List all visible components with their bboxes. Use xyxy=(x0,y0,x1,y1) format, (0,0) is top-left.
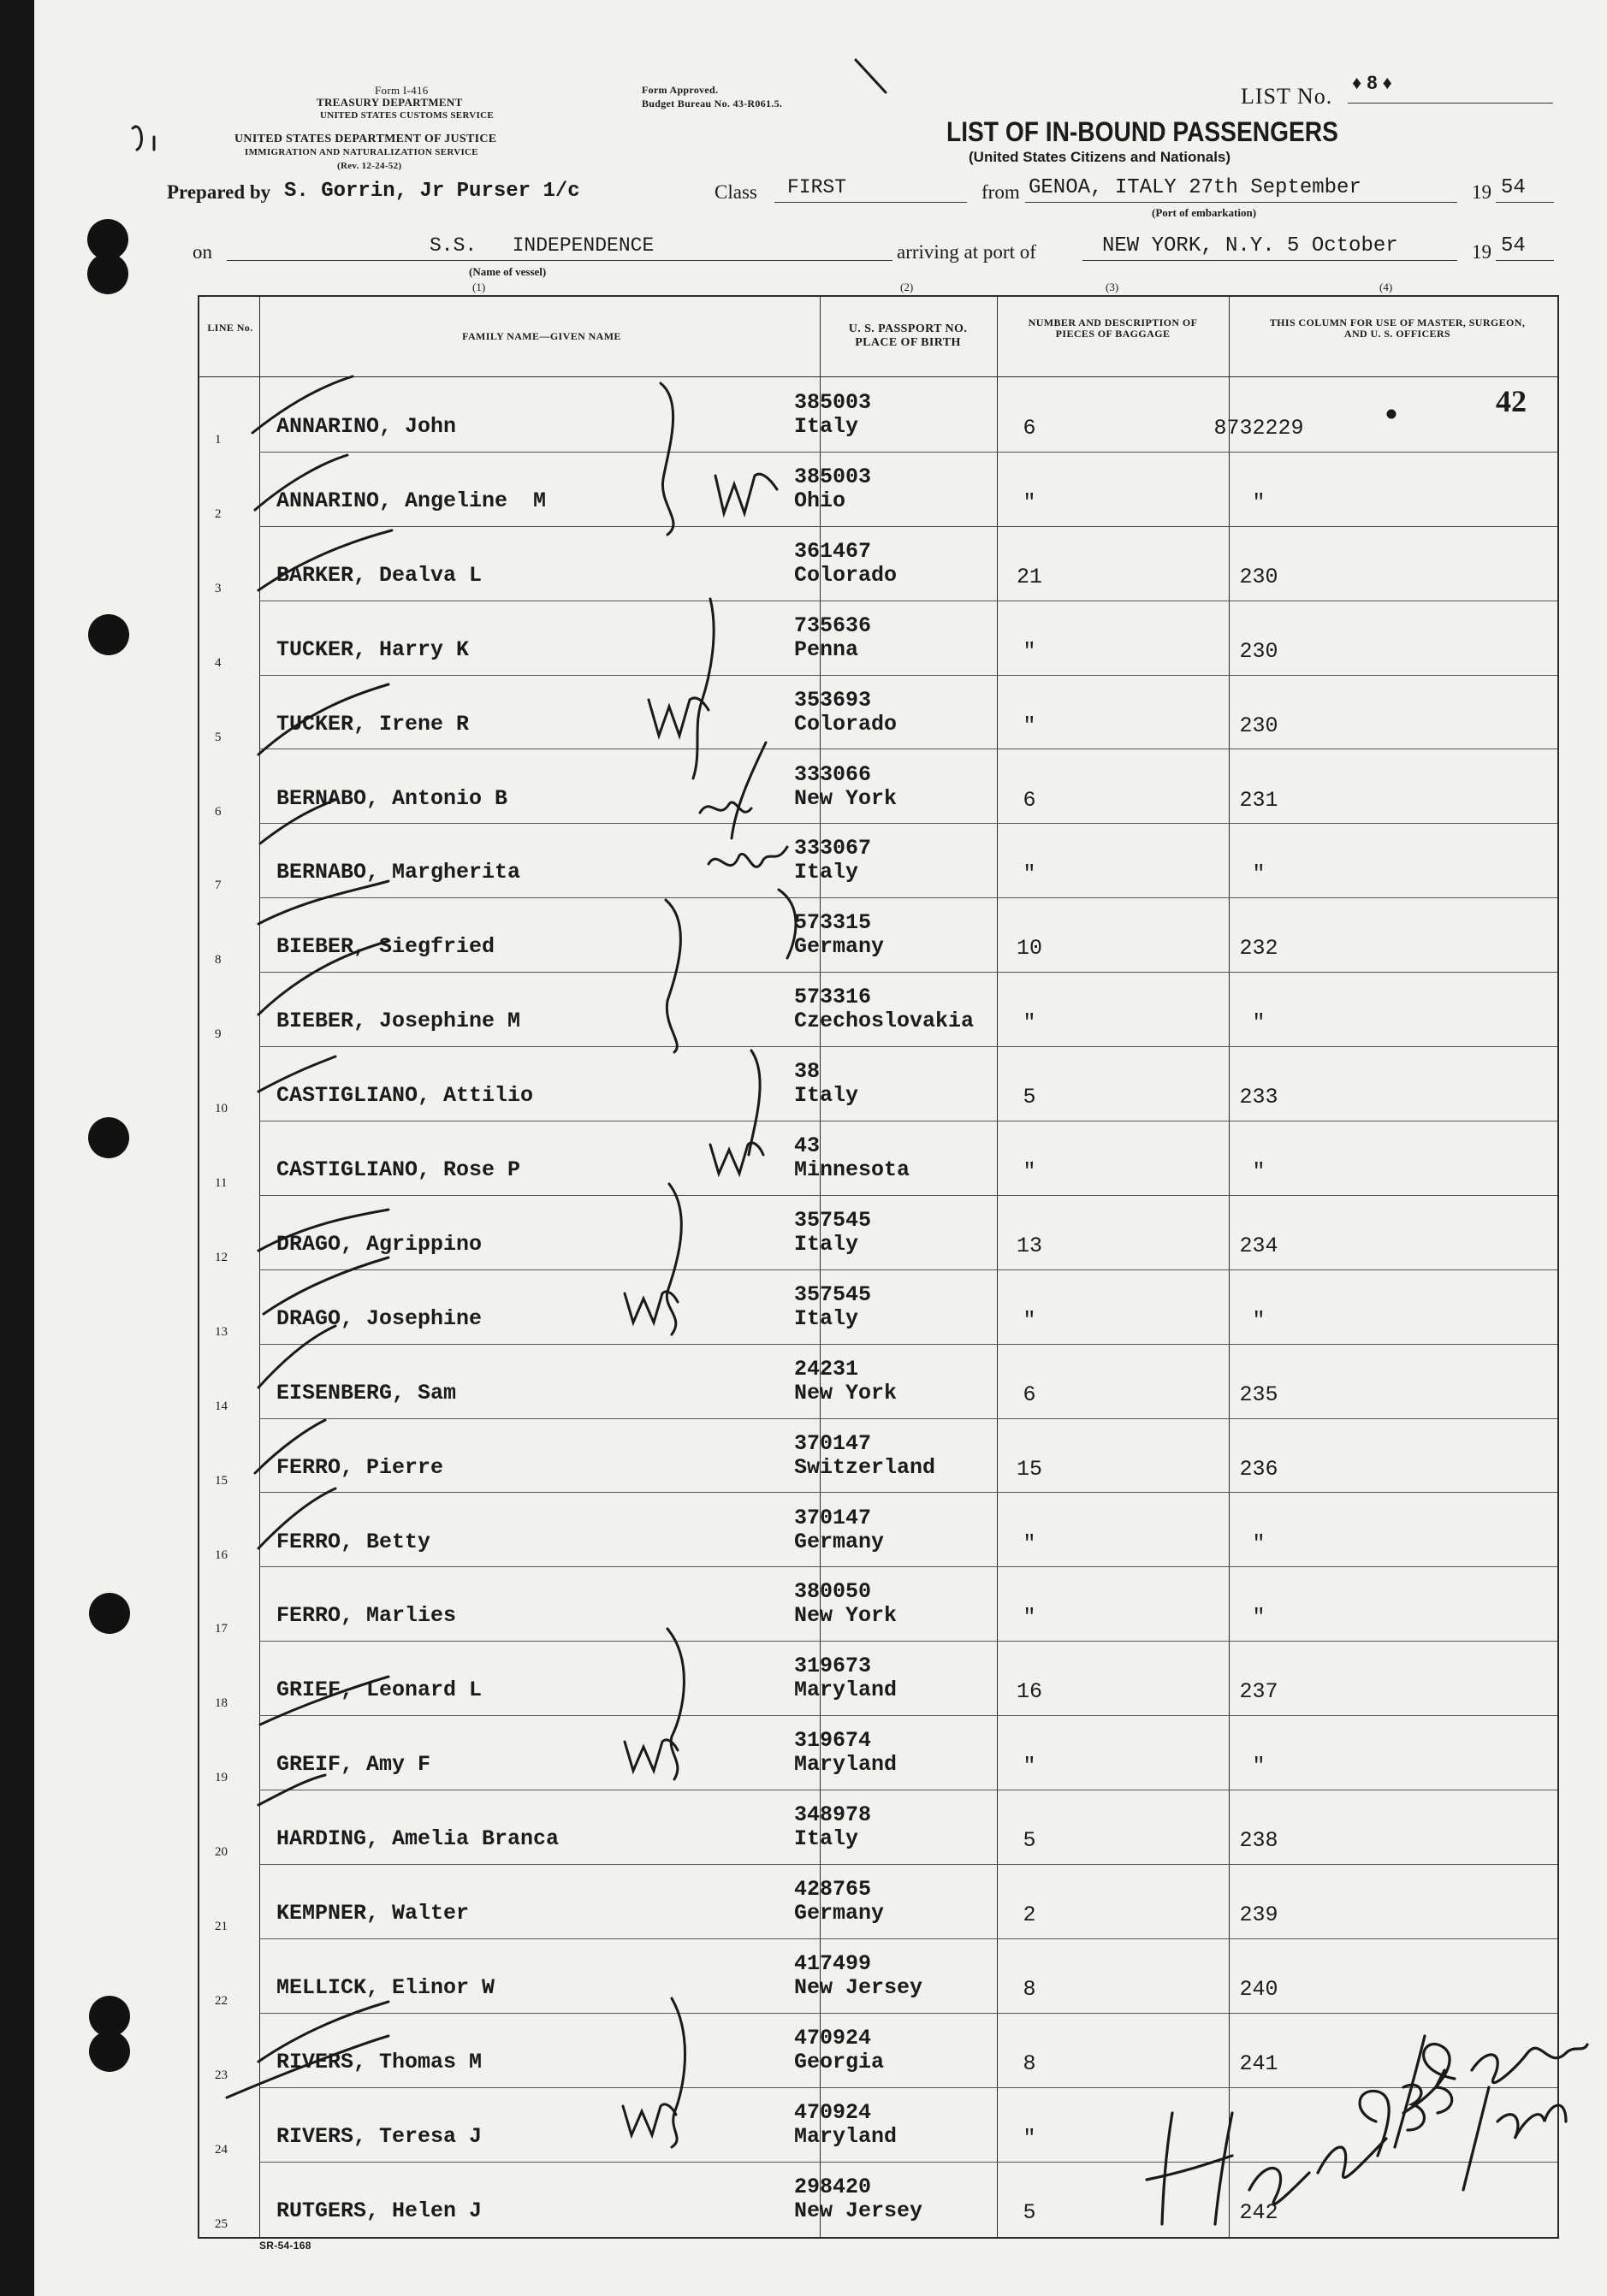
passenger-name: ANNARINO, Angeline M xyxy=(276,488,547,513)
line-number: 20 xyxy=(215,1845,228,1860)
baggage-count: 5 xyxy=(1023,2199,1036,2225)
passport-number: 380050 xyxy=(794,1579,872,1605)
passenger-name: BERNABO, Margherita xyxy=(276,860,521,885)
place-of-birth: Italy xyxy=(794,1231,859,1257)
table-row xyxy=(199,1494,1557,1568)
officer-entry: 230 xyxy=(1239,564,1278,589)
officer-entry: " xyxy=(1252,1605,1266,1630)
col-number-1: (1) xyxy=(472,281,486,293)
year-value-2: 54 xyxy=(1501,234,1526,257)
officer-entry: 230 xyxy=(1239,638,1278,664)
baggage-count: 6 xyxy=(1023,787,1036,813)
passenger-name: HARDING, Amelia Branca xyxy=(276,1826,560,1852)
line-number: 4 xyxy=(215,655,222,670)
passport-number: 361467 xyxy=(794,538,872,564)
table-row xyxy=(199,973,1557,1047)
baggage-count: " xyxy=(1023,1159,1036,1184)
place-of-birth: Germany xyxy=(794,934,885,960)
table-row xyxy=(199,2014,1557,2088)
officer-entry: 241 xyxy=(1239,2050,1278,2076)
officer-entry: " xyxy=(1252,1530,1266,1556)
baggage-count: " xyxy=(1023,2125,1036,2151)
table-row xyxy=(199,2088,1557,2163)
baggage-count: 21 xyxy=(1016,564,1042,589)
baggage-count: 6 xyxy=(1023,416,1036,441)
passenger-name: DRAGO, Agrippino xyxy=(276,1231,483,1257)
passenger-name: FERRO, Marlies xyxy=(276,1603,457,1629)
passport-number: 370147 xyxy=(794,1430,872,1456)
officer-entry: " xyxy=(1252,1754,1266,1779)
customs-service: UNITED STATES CUSTOMS SERVICE xyxy=(320,110,495,121)
baggage-count: 10 xyxy=(1016,936,1042,962)
punch-hole-icon xyxy=(89,2031,130,2072)
passport-number: 573316 xyxy=(794,985,872,1010)
revision: (Rev. 12-24-52) xyxy=(337,161,402,171)
table-row xyxy=(199,1345,1557,1419)
officer-entry: 238 xyxy=(1239,1828,1278,1854)
arriving-label: arriving at port of xyxy=(897,241,1036,263)
officer-entry: 232 xyxy=(1239,936,1278,962)
year-value-1: 54 xyxy=(1501,176,1526,199)
passport-number: 298420 xyxy=(794,2174,872,2199)
place-of-birth: Italy xyxy=(794,1083,859,1109)
line-number: 19 xyxy=(215,1771,228,1785)
line-number: 23 xyxy=(215,2068,228,2082)
passenger-name: DRAGO, Josephine xyxy=(276,1305,483,1331)
ins-service: IMMIGRATION AND NATURALIZATION SERVICE xyxy=(245,147,478,157)
officer-entry: " xyxy=(1252,489,1266,515)
baggage-count: 5 xyxy=(1023,1085,1036,1110)
baggage-count: 16 xyxy=(1016,1679,1042,1705)
list-no-value: ♦ 8 ♦ xyxy=(1352,72,1392,93)
list-no-label: LIST No. xyxy=(1241,84,1333,109)
justice-department: UNITED STATES DEPARTMENT OF JUSTICE xyxy=(234,133,497,145)
col-number-2: (2) xyxy=(900,281,914,293)
table-row xyxy=(199,378,1557,453)
officer-entry: " xyxy=(1252,1307,1266,1333)
form-title: LIST OF IN-BOUND PASSENGERS xyxy=(946,116,1338,147)
baggage-count: 2 xyxy=(1023,1902,1036,1927)
table-row xyxy=(199,1419,1557,1494)
place-of-birth: New Jersey xyxy=(794,1974,923,2000)
baggage-count: " xyxy=(1023,1530,1036,1556)
baggage-count: " xyxy=(1023,1605,1036,1630)
passenger-name: FERRO, Pierre xyxy=(276,1454,444,1480)
officer-entry: 233 xyxy=(1239,1085,1278,1110)
passport-number: 470924 xyxy=(794,2025,872,2050)
passenger-name: TUCKER, Irene R xyxy=(276,711,470,737)
baggage-count: 13 xyxy=(1016,1233,1042,1258)
table-row xyxy=(199,1939,1557,2014)
baggage-count: " xyxy=(1023,861,1036,887)
baggage-count: " xyxy=(1023,1754,1036,1779)
line-number: 12 xyxy=(215,1250,228,1264)
place-of-birth: New York xyxy=(794,1380,898,1405)
place-of-birth: Italy xyxy=(794,1826,859,1852)
passenger-name: TUCKER, Harry K xyxy=(276,636,470,662)
passport-number: 370147 xyxy=(794,1505,872,1530)
from-label: from xyxy=(981,181,1020,203)
col-header-baggage: NUMBER AND DESCRIPTION OF PIECES OF BAGGAGE xyxy=(1028,317,1198,340)
passenger-name: BIEBER, Josephine M xyxy=(276,1009,521,1034)
passport-number: 573315 xyxy=(794,910,872,936)
line-number: 18 xyxy=(215,1696,228,1711)
prepared-value: S. Gorrin, Jr Purser 1/c xyxy=(284,180,580,203)
col-number-4: (4) xyxy=(1379,281,1393,293)
officer-entry: " xyxy=(1252,861,1266,887)
table-row xyxy=(199,1121,1557,1196)
passport-number: 353693 xyxy=(794,687,872,713)
line-number: 16 xyxy=(215,1547,228,1562)
table-row xyxy=(199,527,1557,601)
table-row xyxy=(199,1642,1557,1716)
punch-hole-icon xyxy=(88,614,129,655)
col-header-officers: THIS COLUMN FOR USE OF MASTER, SURGEON, AND U. S. OFFICERS xyxy=(1269,317,1526,340)
place-of-birth: New York xyxy=(794,785,898,811)
passenger-table xyxy=(198,295,1559,2239)
place-of-birth: Italy xyxy=(794,860,859,885)
form-subtitle: (United States Citizens and Nationals) xyxy=(969,149,1231,165)
treasury-department: TREASURY DEPARTMENT xyxy=(317,96,463,109)
line-number: 21 xyxy=(215,1920,228,1933)
table-row xyxy=(199,453,1557,527)
place-of-birth: Colorado xyxy=(794,711,898,737)
table-row xyxy=(199,1567,1557,1642)
line-number: 3 xyxy=(215,581,222,595)
passenger-name: BERNABO, Antonio B xyxy=(276,785,508,811)
passenger-name: RIVERS, Thomas M xyxy=(276,2049,483,2074)
passport-number: 385003 xyxy=(794,390,872,415)
officer-entry: 242 xyxy=(1239,2199,1278,2225)
passport-number: 333066 xyxy=(794,761,872,787)
line-number: 1 xyxy=(215,433,222,447)
passport-number: 43 xyxy=(794,1133,821,1158)
place-of-birth: New Jersey xyxy=(794,2198,923,2223)
place-of-birth: Switzerland xyxy=(794,1454,936,1480)
line-number: 13 xyxy=(215,1324,228,1339)
passport-number: 333067 xyxy=(794,836,872,861)
place-of-birth: Georgia xyxy=(794,2049,885,2074)
table-row xyxy=(199,2163,1557,2237)
line-number: 14 xyxy=(215,1399,228,1413)
baggage-count: " xyxy=(1023,1307,1036,1333)
passenger-name: MELLICK, Elinor W xyxy=(276,1974,495,2000)
officer-entry: 239 xyxy=(1239,1902,1278,1927)
page-number: 42 xyxy=(1496,384,1527,418)
officer-entry: 240 xyxy=(1239,1976,1278,2002)
officer-entry: 8732229 xyxy=(1213,416,1304,441)
punch-hole-icon xyxy=(88,1117,129,1158)
officer-entry: 231 xyxy=(1239,787,1278,813)
table-row xyxy=(199,898,1557,973)
baggage-count: " xyxy=(1023,489,1036,515)
passenger-name: KEMPNER, Walter xyxy=(276,1901,470,1926)
place-of-birth: Ohio xyxy=(794,488,846,513)
passport-number: 319674 xyxy=(794,1728,872,1754)
baggage-count: 5 xyxy=(1023,1828,1036,1854)
baggage-count: 8 xyxy=(1023,1976,1036,2002)
class-label: Class xyxy=(715,181,757,203)
passport-number: 348978 xyxy=(794,1802,872,1828)
col-header-passport: U. S. PASSPORT NO. PLACE OF BIRTH xyxy=(848,323,968,349)
year-prefix-2: 19 xyxy=(1472,241,1491,263)
passport-number: 417499 xyxy=(794,1950,872,1976)
manifest-page xyxy=(34,0,1607,2296)
line-number: 24 xyxy=(215,2142,228,2157)
place-of-birth: Colorado xyxy=(794,562,898,588)
line-number: 22 xyxy=(215,1993,228,2008)
col-number-3: (3) xyxy=(1106,281,1119,293)
line-number: 10 xyxy=(215,1102,228,1116)
place-of-birth: Italy xyxy=(794,414,859,439)
passport-number: 319673 xyxy=(794,1654,872,1679)
place-of-birth: Penna xyxy=(794,636,859,662)
table-row xyxy=(199,1270,1557,1345)
passenger-name: CASTIGLIANO, Attilio xyxy=(276,1083,534,1109)
officer-entry: 234 xyxy=(1239,1233,1278,1258)
year-prefix: 19 xyxy=(1472,181,1491,203)
place-of-birth: Maryland xyxy=(794,2123,898,2149)
place-of-birth: Italy xyxy=(794,1305,859,1331)
table-row xyxy=(199,1716,1557,1790)
passport-number: 24231 xyxy=(794,1356,859,1382)
baggage-count: 15 xyxy=(1016,1456,1042,1482)
col-header-name: FAMILY NAME—GIVEN NAME xyxy=(462,330,621,342)
line-number: 9 xyxy=(215,1027,222,1042)
passport-number: 735636 xyxy=(794,612,872,638)
budget-bureau: Budget Bureau No. 43-R061.5. xyxy=(642,98,783,109)
passenger-name: BARKER, Dealva L xyxy=(276,562,483,588)
passenger-name: RIVERS, Teresa J xyxy=(276,2123,483,2149)
line-number: 7 xyxy=(215,879,222,893)
form-number: Form I-416 xyxy=(375,84,429,97)
baggage-count: 6 xyxy=(1023,1382,1036,1407)
baggage-count: " xyxy=(1023,638,1036,664)
baggage-count: " xyxy=(1023,1010,1036,1036)
table-row xyxy=(199,824,1557,898)
footer-form-code: SR-54-168 xyxy=(259,2240,311,2252)
line-number: 5 xyxy=(215,730,222,744)
vessel-value: S.S. INDEPENDENCE xyxy=(430,234,655,257)
place-of-birth: Czechoslovakia xyxy=(794,1009,975,1034)
officer-entry: 235 xyxy=(1239,1382,1278,1407)
passenger-name: EISENBERG, Sam xyxy=(276,1380,457,1405)
officer-entry: 236 xyxy=(1239,1456,1278,1482)
place-of-birth: Germany xyxy=(794,1529,885,1554)
prepared-label: Prepared by xyxy=(167,181,271,203)
table-row xyxy=(199,1047,1557,1121)
passport-number: 357545 xyxy=(794,1207,872,1233)
passenger-name: GRIEF, Leonard L xyxy=(276,1678,483,1703)
table-row xyxy=(199,1196,1557,1270)
line-number: 15 xyxy=(215,1473,228,1488)
passport-number: 38 xyxy=(794,1059,821,1085)
table-row xyxy=(199,1790,1557,1865)
officer-entry: 237 xyxy=(1239,1679,1278,1705)
line-number: 2 xyxy=(215,506,222,521)
punch-hole-icon xyxy=(89,1593,130,1634)
passenger-name: ANNARINO, John xyxy=(276,414,457,439)
table-row xyxy=(199,676,1557,750)
passport-number: 428765 xyxy=(794,1877,872,1902)
on-label: on xyxy=(193,241,212,263)
table-row xyxy=(199,1865,1557,1939)
punch-hole-icon xyxy=(87,253,128,294)
place-of-birth: Germany xyxy=(794,1901,885,1926)
place-of-birth: Maryland xyxy=(794,1678,898,1703)
line-number: 6 xyxy=(215,804,222,819)
line-number: 17 xyxy=(215,1622,228,1636)
baggage-count: 8 xyxy=(1023,2050,1036,2076)
form-approved: Form Approved. xyxy=(642,84,719,96)
table-row xyxy=(199,601,1557,676)
officer-entry: 230 xyxy=(1239,713,1278,738)
vessel-caption: (Name of vessel) xyxy=(469,265,547,278)
officer-entry: " xyxy=(1252,1159,1266,1184)
from-value: GENOA, ITALY 27th September xyxy=(1029,176,1361,199)
place-of-birth: New York xyxy=(794,1603,898,1629)
passenger-name: BIEBER, Siegfried xyxy=(276,934,495,960)
place-of-birth: Maryland xyxy=(794,1752,898,1778)
place-of-birth: Minnesota xyxy=(794,1157,910,1182)
col-header-line-no: LINE No. xyxy=(207,322,253,334)
port-embarkation-caption: (Port of embarkation) xyxy=(1152,206,1257,219)
line-number: 8 xyxy=(215,953,222,968)
passport-number: 470924 xyxy=(794,2099,872,2125)
baggage-count: " xyxy=(1023,713,1036,738)
passenger-name: FERRO, Betty xyxy=(276,1529,431,1554)
passport-number: 385003 xyxy=(794,464,872,489)
passport-number: 357545 xyxy=(794,1281,872,1307)
officer-entry: " xyxy=(1252,1010,1266,1036)
line-number: 25 xyxy=(215,2216,228,2231)
class-value: FIRST xyxy=(787,176,847,198)
table-row xyxy=(199,750,1557,825)
arrival-value: NEW YORK, N.Y. 5 October xyxy=(1102,234,1398,257)
line-number: 11 xyxy=(215,1176,228,1190)
passenger-name: RUTGERS, Helen J xyxy=(276,2198,483,2223)
passenger-name: GREIF, Amy F xyxy=(276,1752,431,1778)
passenger-name: CASTIGLIANO, Rose P xyxy=(276,1157,521,1182)
